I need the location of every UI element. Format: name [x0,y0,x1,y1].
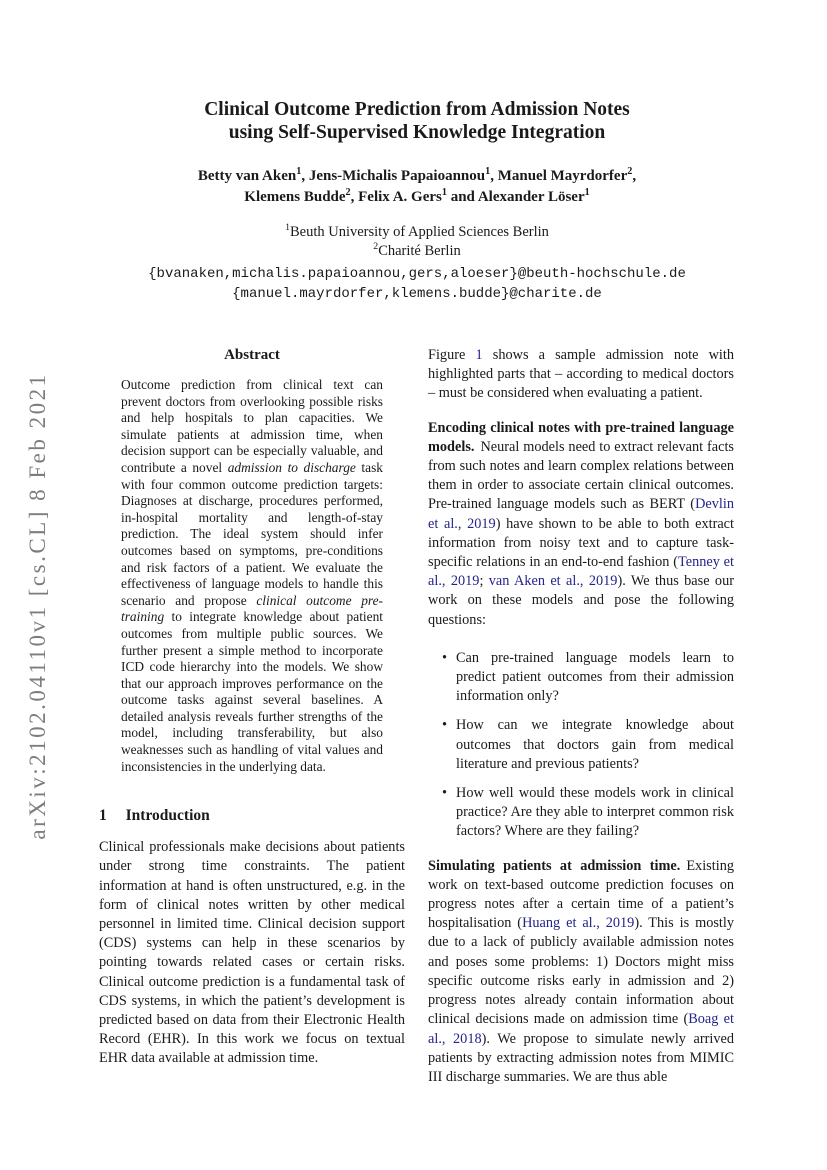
abstract-heading: Abstract [224,347,280,363]
email-block [99,264,735,304]
question-item: • How well would these models work in clinical practice? Are they able to interpret common risk factors? Where are they failing? [442,784,734,842]
left-column [99,346,405,1087]
abstract-body [121,377,383,775]
text-segment: Figure [428,347,476,363]
question-item: • Can pre-trained language models learn to predict patient outcomes from their admission information only? [442,649,734,707]
encoding-clinical-notes-paragraph [428,419,734,630]
text-segment: ). We thus base our work on these models and pose the following questions: [428,573,734,628]
affiliation-block [99,223,735,261]
affiliation-line-1 [99,223,735,242]
text-segment: ). We propose to simulate newly arrived patients by extracting admission notes from MIMIC III discharge summaries. We are thus able [428,1030,734,1085]
figure-reference-paragraph [428,346,734,404]
text-segment: Existing work on text-based outcome prediction focuses on progress notes after a certain time of a patient’s hospitalisation ( [428,857,734,932]
text-segment: task with four common outcome prediction targets: Diagnoses at discharge, procedures performed, in-hospital mortality and length-of-stay prediction. The ideal system should infer outcomes based on symptoms, pre-conditions and risk factors of a patient. We evaluate the effectiveness of language models to handle this scenario and propose [121,459,383,608]
two-column-body [99,346,735,1087]
email-line-1: {bvanaken,michalis.papaioannou,gers,aloeser}@beuth-hochschule.de [148,266,686,282]
text-segment: Simulating patients at admission time. [428,857,681,874]
text-segment: , Jens-Michalis Papaioannou [301,168,486,184]
text-segment: 2 [627,166,633,177]
paper-title [99,98,735,144]
author-block [99,166,735,208]
text-segment: ) have shown to be able to both extract information from noisy text and to capture task-specific relations in an end-to-end fashion ( [428,515,734,571]
paper-title-line-2: using Self-Supervised Knowledge Integration [228,122,606,143]
authors-line-2 [99,187,735,208]
text-segment: , [632,168,637,184]
text-segment: ; [479,573,489,590]
authors-line-1 [99,166,735,187]
text-segment: 1 [296,166,302,177]
section-number: 1 [99,807,107,825]
citation-link[interactable]: Boag et al., 2018 [428,1011,735,1047]
text-segment: admission to discharge [227,459,356,475]
text-segment: Charité Berlin [378,243,461,259]
text-segment: , Manuel Mayrdorfer [490,168,628,184]
citation-link[interactable]: Tenney et al., 2019 [428,554,734,590]
research-questions-list [428,649,734,842]
text-segment: 1 [485,166,491,177]
email-line-2: {manuel.mayrdorfer,klemens.budde}@charite.de [232,286,602,302]
section-heading-introduction [99,807,405,825]
citation-link[interactable]: van Aken et al., 2019 [488,573,618,590]
figure-ref-link[interactable]: 1 [475,347,483,363]
arxiv-stamp: arXiv:2102.04110v1 [cs.CL] 8 Feb 2021 [25,372,50,840]
text-segment: Encoding clinical notes with pre-trained language models. [428,419,734,455]
text-segment: 1 [441,187,447,198]
question-item: • How can we integrate knowledge about outcomes that doctors gain from medical literature and previous patients? [442,716,734,774]
paper-title-line-1: Clinical Outcome Prediction from Admission Notes [204,99,630,120]
text-segment: Outcome prediction from clinical text can prevent doctors from overlooking possible risks and help hospitals to plan capacities. We simulate patients at admission time, when decision support can be especially valuable, and contribute a novel [121,377,383,475]
simulating-patients-paragraph [428,857,734,1087]
text-segment: ). This is mostly due to a lack of publicly available admission notes and poses some problems: 1) Doctors might miss specific outcome risks early in admission and 2) progress notes already contain information about clinical decisions made on admission time ( [428,915,735,1028]
text-segment: 2 [345,187,351,198]
text-segment: clinical outcome pre-training [121,592,384,625]
text-segment: Beuth University of Applied Sciences Berlin [289,224,549,240]
citation-link[interactable]: Devlin et al., 2019 [428,496,734,532]
text-segment: , Felix A. Gers [350,189,442,205]
right-column [428,346,734,1087]
section-title: Introduction [125,807,210,825]
text-segment: shows a sample admission note with highlighted parts that – according to medical doctors – must be considered when evaluating a patient. [428,347,734,402]
text-segment: and Alexander Löser [446,189,585,205]
text-segment: to integrate knowledge about patient outcomes from multiple public sources. We further present a simple method to incorporate ICD code hierarchy into the models. We show that our approach improves performance on the outcome tasks against several baselines. A detailed analysis reveals further strengths of the model, including transferability, but also weaknesses such as handling of vital values and inconsistencies in the underlying data. [121,609,383,774]
affiliation-line-2 [99,242,735,261]
text-segment: 2 [373,241,379,253]
citation-link[interactable]: Huang et al., 2019 [522,915,635,932]
text-segment: Klemens Budde [244,189,346,205]
introduction-paragraph: Clinical professionals make decisions about patients under strong time constraints. The patient information at hand is often unstructured, e.g. in the form of clinical notes written by other medical personnel in limited time. Clinical decision support (CDS) systems can help in these scenarios by pointing towards related cases or certain risks. Clinical outcome prediction is a fundamental task of CDS systems, in which the patient’s development is predicted based on data from their Electronic Health Record (EHR). In this work we focus on textual EHR data available at admission time. [99,839,405,1067]
text-segment: Betty van Aken [197,168,297,184]
text-segment: 1 [285,222,290,234]
text-segment: 1 [584,187,590,198]
paper-content [99,0,735,1087]
text-segment: Neural models need to extract relevant facts from such notes and learn complex relations between them in order to associate certain clinical outcomes. Pre-trained language models such as BERT ( [428,438,734,513]
